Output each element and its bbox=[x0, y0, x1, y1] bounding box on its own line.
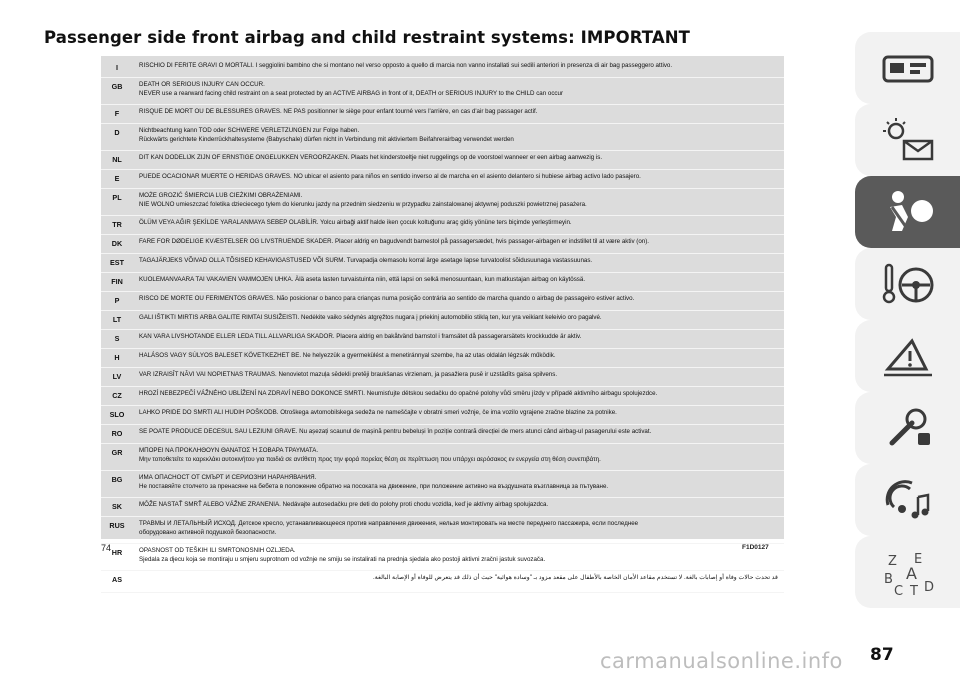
warning-text bbox=[133, 151, 784, 165]
warning-line: MOŻE GROZIĆ ŚMIERCIA LUB CIEŻKIMI OBRAŻENIAMI. bbox=[139, 192, 303, 199]
svg-text:B: B bbox=[883, 572, 893, 587]
breakdown-icon bbox=[878, 331, 938, 381]
warning-row-tr bbox=[101, 216, 784, 235]
warning-row-pl bbox=[101, 189, 784, 216]
warning-text bbox=[133, 387, 784, 401]
language-code: FIN bbox=[111, 277, 123, 286]
warning-row-est bbox=[101, 254, 784, 273]
warning-row-ro bbox=[101, 425, 784, 444]
warning-line: ÖLÜM VEYA AĞIR ŞEKİLDE YARALANMAYA SEBEP OLABİLİR. Yolcu airbaği aktif halde iken çocuk koltuğunu araç gidiş yönüne ters biçimde yerleştirmeyin. bbox=[139, 219, 572, 226]
multimedia-icon bbox=[878, 475, 938, 525]
tab-car-dashboard[interactable] bbox=[855, 32, 960, 104]
svg-text:E: E bbox=[913, 552, 922, 567]
tab-safety[interactable] bbox=[855, 176, 960, 248]
warning-line: ΜΠΟΡΕΙ ΝΑ ΠΡΟΚΛΗΘΟΥΝ ΘΑΝΑΤΟΣ Ή ΣΟΒΑΡΑ ΤΡΑΥΜΑΤΑ. bbox=[139, 447, 319, 454]
language-code: RUS bbox=[109, 521, 125, 530]
language-code: H bbox=[114, 353, 120, 362]
language-code: SLO bbox=[109, 410, 125, 419]
tab-multimedia[interactable] bbox=[855, 464, 960, 536]
language-code: GB bbox=[111, 82, 123, 91]
warning-text bbox=[133, 444, 784, 466]
warning-line: DIT KAN DODELIJK ZIJN OF ERNSTIGE ONGELUKKEN VEROORZAKEN. Plaats het kinderstoeltje niet ruggelings op de voorstoel wanneer er een airbag aanwezig is. bbox=[139, 154, 603, 161]
warning-line: NIE WOLNO umieszczać foletika dzieciecego tylem do kierunku jazdy na przednim siedzeniu w przypadku zainstalowanej aktywnej poduszki powietrznej pasażera. bbox=[139, 200, 587, 208]
language-code: EST bbox=[110, 258, 124, 267]
language-code: NL bbox=[112, 155, 122, 164]
warning-line: Μην τοποθετείτε το καρεκλάκι αυτοκινήτου για παιδιά σε αντίθετη προς την φορά πορείας θέση σε περίπτωση που υπάρχει αερόσακος εν ενεργεία στη θέση συνεπιβάτη. bbox=[139, 455, 601, 463]
warning-row-e bbox=[101, 170, 784, 189]
warning-row-d bbox=[101, 124, 784, 151]
warning-row-lv bbox=[101, 368, 784, 387]
maintenance-icon bbox=[878, 403, 938, 453]
steering-wheel-icon bbox=[878, 259, 938, 309]
warning-line: SE POATE PRODUCE DECESUL SAU LEZIUNI GRAVE. Nu așezați scaunul de mașină pentru bebeluși în poziție contrară direcției de mers atunci când airbag-ul pasagerului este activat. bbox=[139, 428, 652, 435]
warning-line: Не поставяйте столчето за пренасяне на бебета в положение обратно на посоката на движение, при положение активно на въздушната възглавница за пътуване. bbox=[139, 482, 609, 490]
warning-row-fin bbox=[101, 273, 784, 292]
warning-line: Sjedala za djecu koja se montiraju u smjeru suprotnom od vožnje ne smiju se instalirati na prednja sjedala ako postoji aktivni zračni jastuk suvozača. bbox=[139, 555, 546, 563]
warning-text bbox=[133, 425, 784, 439]
warning-text bbox=[133, 311, 784, 325]
warning-text bbox=[133, 571, 784, 585]
warning-line: KUOLEMANVAARA TAI VAKAVIEN VAMMOJEN UHKA. Älä aseta lasten turvaistuinta niin, että lapsi on selkä menosuuntaan, kun matkustajan airbag on käytössä. bbox=[139, 276, 586, 283]
warning-text bbox=[133, 330, 784, 344]
tab-starting-driving[interactable] bbox=[855, 248, 960, 320]
chapter-tabs bbox=[855, 32, 960, 632]
warning-text bbox=[133, 406, 784, 420]
language-code: E bbox=[114, 174, 120, 183]
language-code: LV bbox=[112, 372, 122, 381]
warning-line: LAHKO PRIDE DO SMRTI ALI HUDIH POŠKODB. Otroškega avtomobilskega sedeža ne nameščajte v obratni smeri vožnje, če ima vozilo vgrajene zračne blazine za potnike. bbox=[139, 409, 617, 416]
language-code: S bbox=[114, 334, 120, 343]
warning-text bbox=[133, 59, 784, 73]
warning-line: Nichtbeachtung kann TOD oder SCHWERE VERLETZUNGEN zur Folge haben. bbox=[139, 127, 360, 134]
warning-line: MÔŽE NASTAŤ SMRŤ ALEBO VÁŽNE ZRANENIA. Nedávajte autosedačku pre deti do polohy proti chodu vozidla, keď je aktívny airbag spolujazdca. bbox=[139, 501, 549, 508]
warning-line: VAR IZRAISĪT NĀVI VAI NOPIETNAS TRAUMAS. Nenovietot mazuļa sēdekli pretēji braukšanas virzienam, ja pasažiera pusē ir uzstādīts gaisa spilvens. bbox=[139, 371, 558, 378]
svg-text:T: T bbox=[909, 584, 918, 597]
warning-text bbox=[133, 517, 784, 539]
page-number: 87 bbox=[870, 645, 894, 665]
warning-row-gb bbox=[101, 78, 784, 105]
svg-text:Z: Z bbox=[887, 554, 897, 569]
warning-row-gr bbox=[101, 444, 784, 471]
warning-text bbox=[133, 273, 784, 287]
warning-row-rus bbox=[101, 517, 784, 544]
language-code: PL bbox=[112, 193, 122, 202]
language-code: SK bbox=[112, 502, 122, 511]
warning-text bbox=[133, 471, 784, 493]
warning-line: OPASNOST OD TEŠKIH ILI SMRTONOSNIH OZLJEDA. bbox=[139, 547, 296, 554]
tab-index[interactable] bbox=[855, 536, 960, 608]
warning-row-nl bbox=[101, 151, 784, 170]
tab-maintenance[interactable] bbox=[855, 392, 960, 464]
warning-lights-icon bbox=[878, 115, 938, 165]
language-code: D bbox=[114, 128, 120, 137]
warning-rows bbox=[101, 59, 784, 593]
warning-row-h bbox=[101, 349, 784, 368]
warning-row-cz bbox=[101, 387, 784, 406]
warning-row-sk bbox=[101, 498, 784, 517]
seatbelt-airbag-icon bbox=[878, 187, 938, 237]
warning-line: RISQUE DE MORT OU DE BLESSURES GRAVES. NE PAS positionner le siège pour enfant tourné vers l'arrière, en cas d'air bag passager actif. bbox=[139, 108, 538, 115]
warning-line: DEATH OR SERIOUS INJURY CAN OCCUR. bbox=[139, 81, 265, 88]
warning-text bbox=[133, 349, 784, 363]
warning-text bbox=[133, 170, 784, 184]
warning-text bbox=[133, 78, 784, 100]
svg-text:A: A bbox=[905, 564, 917, 583]
warning-line: Rückwärts gerichtete Kinderrückhaltesysteme (Babyschale) dürfen nicht in Verbindung mit aktiviertem Beifahrerairbag verwendet werden bbox=[139, 135, 514, 143]
alphabetical-index-icon bbox=[878, 547, 938, 597]
warning-row-hr bbox=[101, 544, 784, 571]
svg-text:C: C bbox=[893, 584, 903, 597]
warning-line: ИМА ОПАСНОСТ ОТ СМЪРТ И СЕРИОЗНИ НАРАНЯВАНИЯ. bbox=[139, 474, 317, 481]
warning-row-as bbox=[101, 571, 784, 593]
warning-line: KAN VARA LIVSHOTANDE ELLER LEDA TILL ALLVARLIGA SKADOR. Placera aldrig en bakåtvänd barnstol i framsätet då passagerarsätets krockkudde är aktiv. bbox=[139, 333, 582, 340]
page-title: Passenger side front airbag and child restraint systems: IMPORTANT bbox=[44, 28, 690, 47]
language-code: DK bbox=[111, 239, 123, 248]
svg-text:D: D bbox=[923, 580, 934, 595]
warning-line: TAGAJÄRJEKS VÕIVAD OLLA TÕSISED KEHAVIGASTUSED VÕI SURM. Turvapadja olemasolu korral ärge asetage lapse turvatoolist sõidusuunaga vastassuunas. bbox=[139, 257, 593, 264]
language-code: HR bbox=[111, 548, 123, 557]
warning-line: قد تحدث حالات وفاة أو إصابات بالغة. لا تستخدم مقاعد الأمان الخاصة بالأطفال على مقعد مزود بـ "وسادة هوائية" حيث أن ذلك قد يتعرض للوفاة أو الإصابة البالغة. bbox=[373, 574, 778, 581]
warning-text bbox=[133, 254, 784, 268]
language-code: AS bbox=[112, 575, 122, 584]
warning-text bbox=[133, 216, 784, 230]
warning-row-bg bbox=[101, 471, 784, 498]
language-code: LT bbox=[112, 315, 122, 324]
warning-line: RISCO DE MORTE OU FERIMENTOS GRAVES. Não posicionar o banco para crianças numa posição contrária ao sentido de marcha quando o airbag de passageiro estiver activo. bbox=[139, 295, 635, 302]
warning-row-slo bbox=[101, 406, 784, 425]
language-code: P bbox=[114, 296, 120, 305]
language-code: RO bbox=[111, 429, 123, 438]
warning-line: HALÁSOS VAGY SÚLYOS BALESET KÖVETKEZHET BE. Ne helyezzük a gyermekülést a menetiránnyal szembe, ha az utas oldalán légzsák működik. bbox=[139, 352, 556, 359]
warning-line: PUEDE OCACIONAR MUERTE O HERIDAS GRAVES. NO ubicar el asiento para niños en sentido inverso al de marcha en el asiento delantero si hubiese airbag activo lado pasajero. bbox=[139, 173, 641, 180]
warning-row-lt bbox=[101, 311, 784, 330]
warning-text bbox=[133, 105, 784, 119]
tab-warning-lights[interactable] bbox=[855, 104, 960, 176]
warning-row-s bbox=[101, 330, 784, 349]
warning-text bbox=[133, 292, 784, 306]
warning-text bbox=[133, 124, 784, 146]
warning-line: RISCHIO DI FERITE GRAVI O MORTALI. I seggiolini bambino che si montano nel verso opposto a quello di marcia non vanno installati sui sedili anteriori in presenza di air bag passeggero attivo. bbox=[139, 62, 673, 69]
warning-line: ТРАВМЫ И ЛЕТАЛЬНЫЙ ИСХОД. Детское кресло, устанавливающееся против направления движения, нельзя монтировать на месте переднего пассажира, если последнее bbox=[139, 520, 639, 527]
local-page-number: 74 bbox=[101, 543, 112, 553]
warning-row-i bbox=[101, 59, 784, 78]
language-code: TR bbox=[112, 220, 122, 229]
language-code: F bbox=[114, 109, 120, 118]
warning-text bbox=[133, 498, 784, 512]
warning-text bbox=[133, 235, 784, 249]
watermark: carmanualsonline.info bbox=[600, 649, 843, 673]
car-dashboard-icon bbox=[878, 43, 938, 93]
warning-row-p bbox=[101, 292, 784, 311]
warning-line: NEVER use a rearward facing child restraint on a seat protected by an ACTIVE AIRBAG in front of it, DEATH or SERIOUS INJURY to the CHILD can occur bbox=[139, 89, 564, 97]
warning-row-f bbox=[101, 105, 784, 124]
warning-text bbox=[133, 544, 784, 566]
language-code: I bbox=[116, 63, 118, 72]
language-code: CZ bbox=[112, 391, 122, 400]
warning-text bbox=[133, 189, 784, 211]
warning-row-dk bbox=[101, 235, 784, 254]
warning-line: GALI IŠTIKTI MIRTIS ARBA GALITE RIMTAI SUSIŽEISTI. Nedėkite vaiko sėdynės atgręžtos nugara į priekinį automobilio stiklą ten, kur yra veikiant keleivio oro pagalvė. bbox=[139, 314, 602, 321]
language-code: BG bbox=[111, 475, 123, 484]
warning-line: HROZÍ NEBEZPEČÍ VÁŽNÉHO UBLÍŽENÍ NA ZDRAVÍ NEBO DOKONCE SMRTI. Neumisťujte dětskou sedačku do opačné polohy vůči směru jízdy v případě aktivního airbagu spolujezdce. bbox=[139, 390, 658, 397]
language-code: GR bbox=[111, 448, 123, 457]
warning-line: оборудовано активной подушкой безопасности. bbox=[139, 528, 277, 536]
warning-text bbox=[133, 368, 784, 382]
tab-emergency[interactable] bbox=[855, 320, 960, 392]
figure-reference-code: F1D0127 bbox=[742, 544, 769, 551]
warning-line: FARE FOR DØDELIGE KVÆSTELSER OG LIVSTRUENDE SKADER. Placer aldrig en bagudvendt barnestol på passagersædet, hvis passager-airbagen er indstillet til at være aktiv (on). bbox=[139, 238, 649, 245]
